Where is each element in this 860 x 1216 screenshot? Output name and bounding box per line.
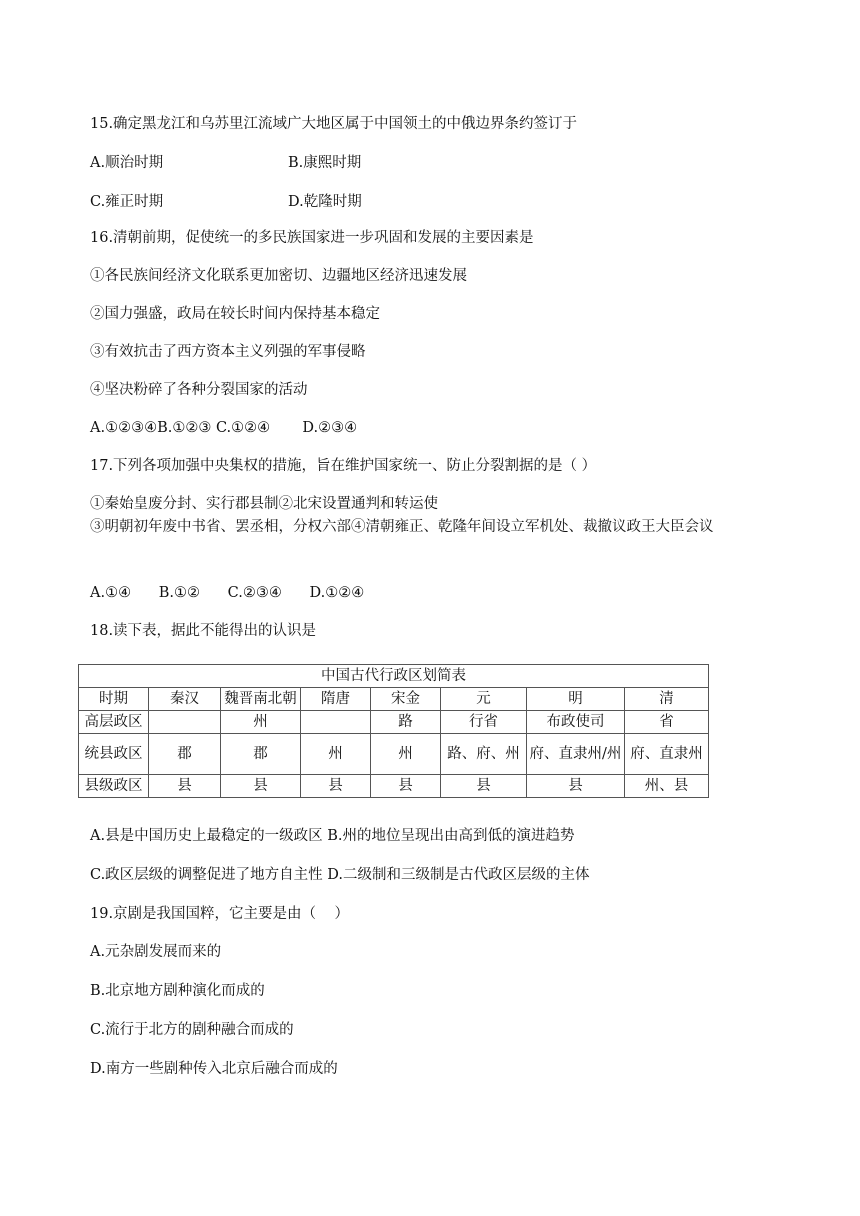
table-row — [79, 775, 709, 798]
table-cell: 行省 — [441, 711, 527, 734]
table-cell: 县 — [527, 775, 625, 798]
q15-option-a: A.顺治时期 — [90, 155, 164, 171]
q17-items-line2: ③明朝初年废中书省、罢丞相，分权六部④清朝雍正、乾隆年间设立军机处、裁撤议政王大臣会议 — [90, 519, 714, 535]
table-cell: 县 — [149, 775, 221, 798]
q16-options: A.①②③④B.①②③ C.①②④ D.②③④ — [90, 420, 358, 436]
q16-stem: 16.清朝前期，促使统一的多民族国家进一步巩固和发展的主要因素是 — [90, 230, 534, 246]
table-header-cell: 隋唐 — [301, 688, 371, 711]
table-title: 中国古代行政区划简表 — [79, 665, 709, 688]
table-cell: 郡 — [221, 734, 301, 775]
table-header-row — [79, 688, 709, 711]
table-cell: 路 — [371, 711, 441, 734]
table-header-cell: 宋金 — [371, 688, 441, 711]
table-cell: 州 — [371, 734, 441, 775]
q19-option-c: C.流行于北方的剧种融合而成的 — [90, 1022, 294, 1038]
table-cell: 县级政区 — [79, 775, 149, 798]
table-header-cell: 时期 — [79, 688, 149, 711]
admin-division-table — [78, 664, 709, 798]
q15-option-b: B.康熙时期 — [288, 155, 362, 171]
q18-options-line1: A.县是中国历史上最稳定的一级政区 B.州的地位呈现出由高到低的演进趋势 — [90, 828, 575, 844]
table-cell: 州 — [301, 734, 371, 775]
q15-option-d: D.乾隆时期 — [288, 194, 362, 210]
q15-stem: 15.确定黑龙江和乌苏里江流域广大地区属于中国领土的中俄边界条约签订于 — [90, 116, 578, 132]
table-header-cell: 魏晋南北朝 — [221, 688, 301, 711]
table-cell: 布政使司 — [527, 711, 625, 734]
q19-option-b: B.北京地方剧种演化而成的 — [90, 983, 265, 999]
table-cell: 县 — [301, 775, 371, 798]
table-cell: 县 — [371, 775, 441, 798]
table-cell: 高层政区 — [79, 711, 149, 734]
table-row — [79, 734, 709, 775]
table-cell: 县 — [441, 775, 527, 798]
table-header-cell: 秦汉 — [149, 688, 221, 711]
table-cell — [301, 711, 371, 734]
table-cell: 路、府、州 — [441, 734, 527, 775]
q18-stem: 18.读下表，据此不能得出的认识是 — [90, 623, 317, 639]
q19-option-d: D.南方一些剧种传入北京后融合而成的 — [90, 1061, 338, 1077]
table-cell: 县 — [221, 775, 301, 798]
table-cell: 州、县 — [625, 775, 709, 798]
q16-item-4: ④坚决粉碎了各种分裂国家的活动 — [90, 382, 308, 398]
table-header-cell: 元 — [441, 688, 527, 711]
q19-stem: 19.京剧是我国国粹，它主要是由（ ） — [90, 906, 349, 922]
q17-stem: 17.下列各项加强中央集权的措施，旨在维护国家统一、防止分裂割据的是（ ） — [90, 458, 597, 474]
q15-option-c: C.雍正时期 — [90, 194, 164, 210]
q19-option-a: A.元杂剧发展而来的 — [90, 944, 222, 960]
q17-items-line1: ①秦始皇废分封、实行郡县制②北宋设置通判和转运使 — [90, 496, 438, 512]
table-row — [79, 711, 709, 734]
q16-item-1: ①各民族间经济文化联系更加密切、边疆地区经济迅速发展 — [90, 268, 467, 284]
table-cell: 郡 — [149, 734, 221, 775]
table-cell: 统县政区 — [79, 734, 149, 775]
q18-options-line2: C.政区层级的调整促进了地方自主性 D.二级制和三级制是古代政区层级的主体 — [90, 867, 590, 883]
q16-item-2: ②国力强盛，政局在较长时间内保持基本稳定 — [90, 306, 380, 322]
table-cell: 府、直隶州 — [625, 734, 709, 775]
table-cell — [149, 711, 221, 734]
table-cell: 府、直隶州/州 — [527, 734, 625, 775]
table-cell: 州 — [221, 711, 301, 734]
q17-options: A.①④ B.①② C.②③④ D.①②④ — [90, 585, 365, 601]
table-header-cell: 清 — [625, 688, 709, 711]
table-header-cell: 明 — [527, 688, 625, 711]
table-cell: 省 — [625, 711, 709, 734]
q16-item-3: ③有效抗击了西方资本主义列强的军事侵略 — [90, 344, 366, 360]
